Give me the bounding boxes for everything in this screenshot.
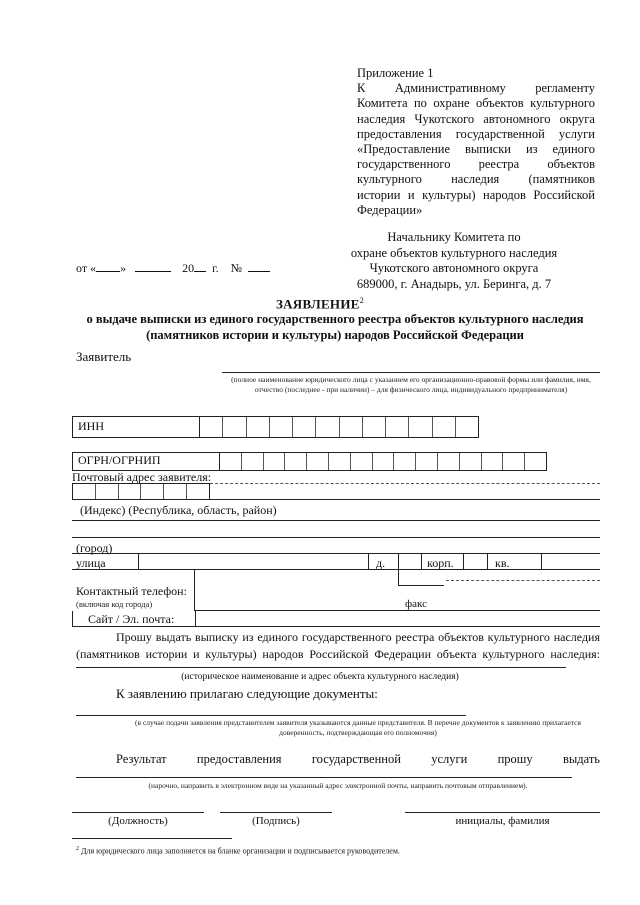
- city-field[interactable]: [72, 553, 600, 554]
- postal-index-cells[interactable]: [72, 483, 210, 500]
- inn-label: ИНН: [78, 419, 104, 433]
- footnote-mark: 2: [359, 296, 365, 305]
- ogrn-cells[interactable]: [219, 452, 547, 471]
- result-hint: (нарочно, направить в электронном виде на указанный адрес электронной почты, направить почтовым отправлением).: [148, 781, 528, 790]
- title-text: ЗАЯВЛЕНИЕ: [275, 296, 360, 312]
- position-field[interactable]: [72, 812, 204, 813]
- initials-field[interactable]: [405, 812, 600, 813]
- street-divider: [138, 553, 139, 569]
- building-field-divider: [463, 553, 464, 569]
- fax-label: факс: [405, 598, 427, 610]
- postal-rule: [72, 499, 600, 500]
- attach-hint: (в случае подачи заявления представителем заявителя указываются данные представителя. В перечне документов к заявлению прилагается доверенность, подтверждающая его полномочия): [135, 718, 581, 737]
- inn-cells[interactable]: [199, 416, 479, 438]
- addressee-block: [320, 230, 588, 292]
- appendix-line: наследия Чукотского автономного округа: [357, 111, 595, 126]
- addressee-line: 689000, г. Анадырь, ул. Беринга, д. 7: [356, 276, 552, 291]
- site-label-box: [72, 611, 196, 627]
- applicant-field[interactable]: [222, 372, 600, 373]
- street-label: улица: [76, 556, 106, 570]
- apartment-divider: [487, 553, 488, 569]
- appendix-line: Федерации»: [357, 202, 423, 217]
- footnote-text: Для юридического лица заполняется на бланке организации и подписывается руководителем.: [81, 846, 400, 856]
- footnote: [76, 846, 400, 856]
- building-label: корп.: [427, 556, 454, 570]
- phone-label: Контактный телефон:: [76, 584, 187, 598]
- addressee-line: охране объектов культурного наследия: [350, 245, 558, 260]
- ogrn-label: ОГРН/ОГРНИП: [78, 453, 161, 467]
- appendix-line: «Предоставление выписки из единого: [357, 142, 595, 157]
- appendix-line: Комитета по охране объектов культурного: [357, 96, 595, 111]
- request-line: Прошу выдать выписку из единого государственного реестра объектов культурного наследия: [116, 630, 600, 644]
- appendix-line: предоставления государственной услуги: [357, 126, 595, 141]
- house-divider: [368, 553, 369, 569]
- month-field[interactable]: [135, 260, 171, 272]
- number-sign: №: [230, 261, 243, 275]
- year-field[interactable]: [194, 260, 206, 272]
- appendix-line: истории и культуры) народов Российской: [357, 187, 595, 202]
- date-quote: »: [120, 261, 127, 275]
- object-field[interactable]: [76, 667, 566, 668]
- appendix-line: К Административному регламенту: [357, 81, 595, 96]
- year-prefix: 20: [182, 261, 195, 275]
- footnote-number: 2: [76, 846, 79, 852]
- number-field[interactable]: [248, 260, 270, 272]
- region-field[interactable]: [72, 520, 600, 521]
- applicant-label: Заявитель: [76, 349, 132, 364]
- addressee-line: Начальнику Комитета по: [387, 230, 521, 244]
- attach-label: К заявлению прилагаю следующие документы:: [116, 686, 378, 701]
- phone-field[interactable]: [194, 610, 600, 611]
- subtitle-line: о выдаче выписки из единого государственного реестра объектов культурного наследия: [86, 312, 584, 326]
- building-divider: [421, 553, 422, 569]
- region-field-2[interactable]: [72, 537, 600, 538]
- appendix-line: государственного реестра объектов: [357, 157, 595, 172]
- applicant-hint: (полное наименование юридического лица с указанием его организационно-правовой формы или фамилия, имя, отчество (последнее - при наличии) – для физического лица, индивидуального предпринимателя): [231, 375, 591, 394]
- house-label: д.: [376, 556, 386, 570]
- region-label: (Индекс) (Республика, область, район): [80, 503, 277, 517]
- apartment-field-divider: [541, 553, 542, 569]
- postal-label: Почтовый адрес заявителя:: [72, 470, 212, 484]
- date-from-label: от «: [76, 261, 97, 275]
- year-suffix: г.: [212, 261, 219, 275]
- site-label: Сайт / Эл. почта:: [88, 612, 175, 626]
- attach-field[interactable]: [76, 715, 466, 716]
- initials-label: инициалы, фамилия: [455, 815, 550, 827]
- result-field[interactable]: [76, 777, 572, 778]
- request-line: (памятников истории и культуры) народов Российской Федерации объекта культурного наследия:: [76, 647, 600, 661]
- signature-field[interactable]: [220, 812, 332, 813]
- phone-hint: (включая код города): [76, 599, 153, 609]
- site-field[interactable]: [194, 626, 600, 627]
- document-subtitle: [70, 312, 600, 343]
- postal-dotted-line: [210, 483, 600, 484]
- day-field[interactable]: [96, 260, 120, 272]
- apartment-label: кв.: [495, 556, 510, 570]
- document-title: [0, 296, 640, 312]
- house-field-bottom: [398, 585, 444, 586]
- city-label: (город): [76, 541, 113, 555]
- date-line: [76, 260, 270, 276]
- appendix-block: [357, 66, 595, 218]
- addressee-line: Чукотского автономного округа: [369, 261, 539, 275]
- signature-label: (Подпись): [252, 815, 300, 827]
- request-paragraph: [76, 629, 600, 663]
- street-field[interactable]: [72, 569, 600, 570]
- footnote-separator: [72, 838, 232, 839]
- subtitle-line: (памятников истории и культуры) народов Российской Федерации: [146, 327, 524, 342]
- result-paragraph: [116, 751, 600, 768]
- object-hint: (историческое наименование и адрес объекта культурного наследия): [181, 672, 459, 682]
- position-label: (Должность): [108, 815, 168, 827]
- appendix-line: культурного наследия (памятников: [357, 172, 595, 187]
- result-label: Результат предоставления государственной услуги прошу выдать: [116, 752, 600, 766]
- appendix-line: Приложение 1: [357, 66, 434, 80]
- phone-divider: [194, 570, 195, 610]
- address-dotted: [446, 580, 600, 581]
